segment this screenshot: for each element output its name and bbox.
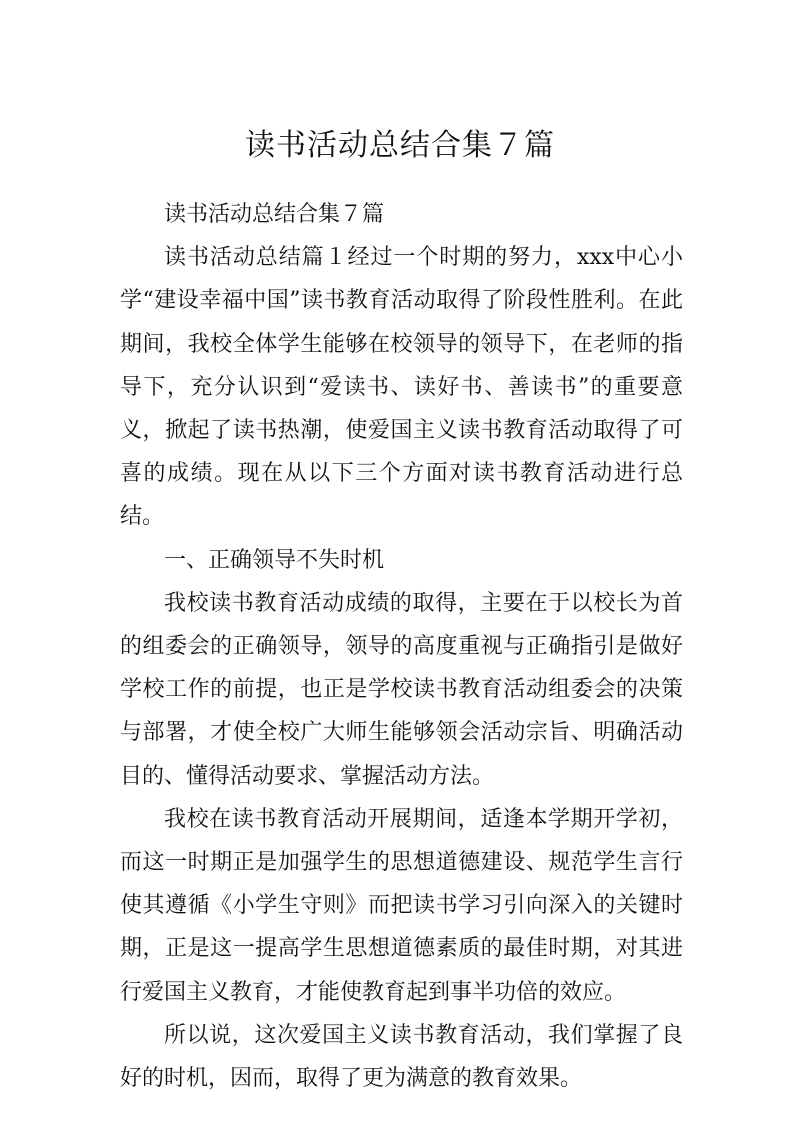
intro-paragraph: 读书活动总结篇１经过一个时期的努力，xxx中心小学“建设幸福中国”读书教育活动取得了阶段性胜利。在此期间，我校全体学生能够在校领导的领导下，在老师的指导下，充分认识到“爱读书、读好书、善读书”的重要意义，掀起了读书热潮，使爱国主义读书教育活动取得了可喜的成绩。现在从以下三个方面对读书教育活动进行总结。	[120, 245, 683, 530]
body-paragraph: 所以说，这次爱国主义读书教育活动，我们掌握了良好的时机，因而，取得了更为满意的教育效果。	[120, 1022, 683, 1092]
subtitle-paragraph: 读书活动总结合集７篇	[164, 202, 385, 227]
body-paragraph: 我校在读书教育活动开展期间，适逢本学期开学初，而这一时期正是加强学生的思想道德建设、规范学生言行使其遵循《小学生守则》而把读书学习引向深入的关键时期，正是这一提高学生思想道德素质的最佳时期，对其进行爱国主义教育，才能使教育起到事半功倍的效应。	[120, 806, 683, 1005]
section-heading: 一、正确领导不失时机	[164, 547, 385, 573]
document-title: 读书活动总结合集７篇	[245, 128, 555, 163]
body-paragraph: 我校读书教育活动成绩的取得，主要在于以校长为首的组委会的正确领导，领导的高度重视与正确指引是做好学校工作的前提，也正是学校读书教育活动组委会的决策与部署，才使全校广大师生能够领会活动宗旨、明确活动目的、懂得活动要求、掌握活动方法。	[120, 590, 683, 789]
document-body	[120, 193, 683, 1100]
